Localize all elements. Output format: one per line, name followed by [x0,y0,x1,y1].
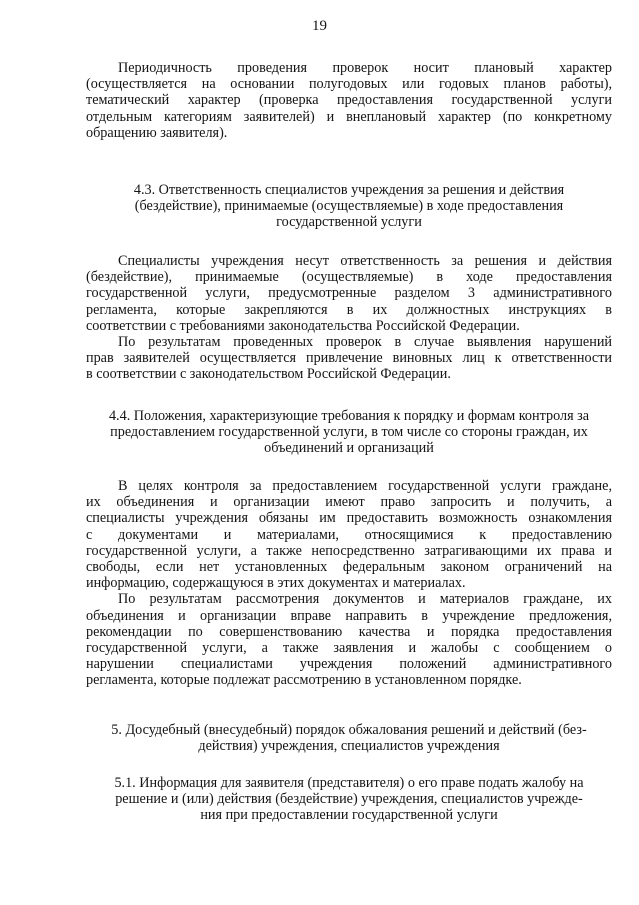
text-line: По результатам проведенных проверок в случае выявления нарушений [118,333,612,350]
paragraph-p1 [86,60,612,141]
text-line: объединений и организаций [264,440,434,457]
text-line: их объединения и организации имеют право запросить и получить, а [86,494,612,511]
text-line: (осуществляется на основании полугодовых или годовых планов работы), [86,76,612,93]
text-line: отдельным категориям заявителей) и внеплановый характер (по конкретному [86,108,612,125]
page-number: 19 [312,18,327,34]
text-line: (бездействие), принимаемые (осуществляемые) в ходе предоставления [86,269,612,286]
text-line: предоставлением государственной услуги, в том числе со стороны граждан, их [110,424,588,441]
text-line: рекомендации по совершенствованию качества и порядка предоставления [86,623,612,640]
text-line: Периодичность проведения проверок носит плановый характер [118,60,612,76]
text-line: нарушении специалистами учреждения положений административного [86,656,612,673]
text-line: обращению заявителя). [86,124,228,141]
text-line: 4.3. Ответственность специалистов учреждения за решения и действия [133,182,565,198]
text-line: 5. Досудебный (внесудебный) порядок обжалования решений и действий (без- [111,722,587,738]
text-line: специалисты учреждения обязаны им предоставить возможность ознакомления [86,510,612,527]
text-line: регламента, которые закрепляются в их должностных инструкциях в [86,301,612,318]
text-line: с документами и материалами, относящимися к предоставлению [86,526,612,543]
chapter-heading-h5 [86,722,612,754]
text-line: регламента, которые подлежат рассмотрению в установленном порядке. [86,672,522,689]
text-line: 4.4. Положения, характеризующие требования к порядку и формам контроля за [108,408,590,424]
section-heading-h51 [86,775,612,824]
text-line: соответствии с требованиями законодательства Российской Федерации. [86,317,520,334]
text-line: объединения и организации вправе направить в учреждение предложения, [86,607,612,624]
text-line: государственной услуги [276,214,422,231]
text-line: действия) учреждения, специалистов учреждения [198,738,500,755]
text-line: информацию, содержащуюся в этих документах и материалах. [86,575,466,592]
text-line: свободы, если нет установленных федеральным законом ограничений на [86,558,612,575]
text-line: государственной услуги, предусмотренные разделом 3 административного [86,285,612,302]
text-line: государственной услуги, а также непосредственно затрагивающими их права и [86,542,612,559]
paragraph-p3 [86,478,612,688]
section-heading-h44 [86,408,612,457]
paragraph-p2 [86,253,612,383]
text-line: 5.1. Информация для заявителя (представителя) о его праве подать жалобу на [114,775,584,791]
text-line: Специалисты учреждения несут ответственность за решения и действия [118,253,612,269]
text-line: решение и (или) действия (бездействие) учреждения, специалистов учрежде- [115,791,583,808]
text-line: государственной услуги, а также заявления и жалобы с сообщением о [86,639,612,656]
text-line: тематический характер (проверка предоставления государственной услуги [86,92,612,109]
text-line: в соответствии с законодательством Российской Федерации. [86,366,451,383]
text-line: (бездействие), принимаемые (осуществляемые) в ходе предоставления [134,198,564,215]
text-line: По результатам рассмотрения документов и материалов граждане, их [118,591,612,608]
text-line: В целях контроля за предоставлением государственной услуги граждане, [118,478,612,494]
section-heading-h43 [86,182,612,231]
text-line: прав заявителей осуществляется привлечение виновных лиц к ответственности [86,350,612,367]
text-line: ния при предоставлении государственной услуги [200,807,498,824]
